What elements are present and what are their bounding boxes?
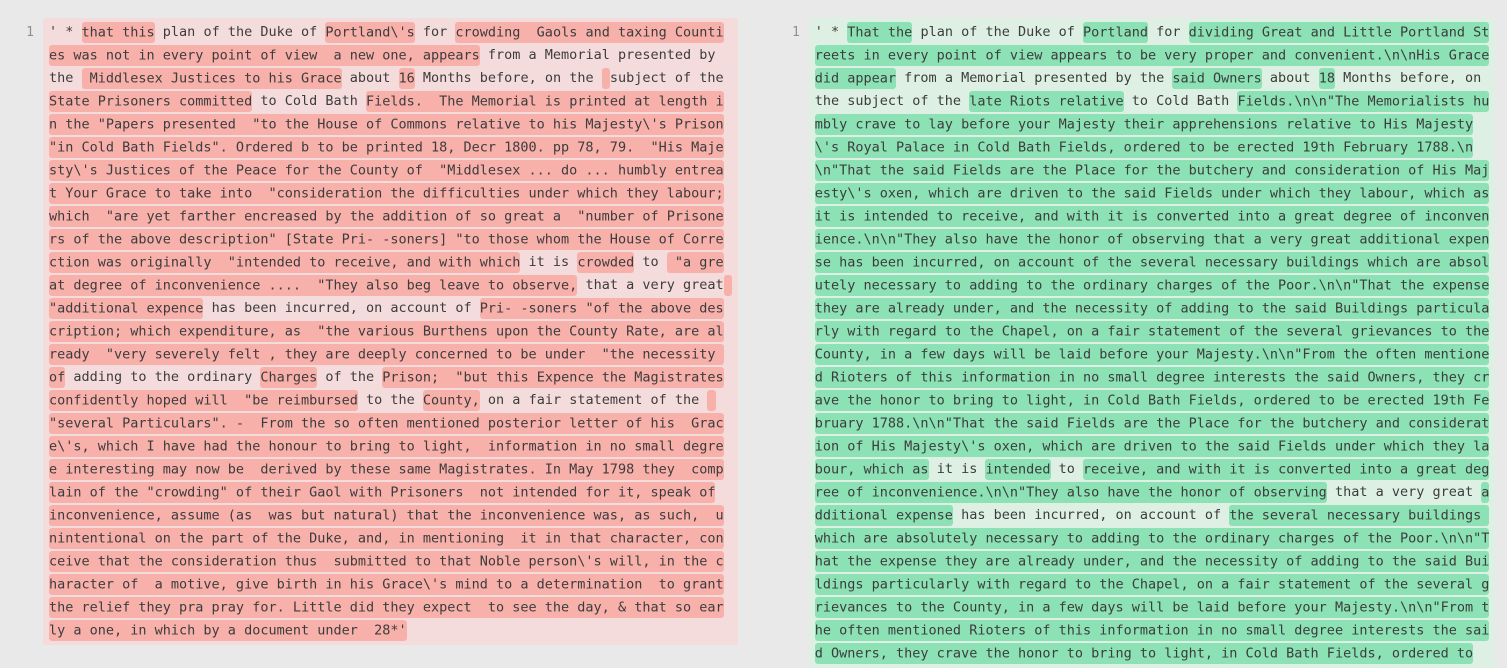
highlighted-segment: es was not in every point of view a new one, appears: [49, 45, 480, 66]
diff-pane-additions: [778, 18, 1496, 668]
diff-line: [815, 389, 1490, 412]
diff-line: [815, 90, 1490, 113]
diff-line: [49, 90, 732, 113]
diff-line: [815, 21, 1490, 44]
deleted-text-block: [43, 18, 738, 645]
text-segment: ' *: [49, 24, 82, 40]
diff-line: [815, 412, 1490, 435]
diff-line: [49, 527, 732, 550]
text-segment: on a fair statement of the: [479, 392, 708, 408]
highlighted-segment: ave the honor to bring to light, in Cold Bath Fields, ordered to be erected 19th Fe: [815, 390, 1490, 411]
text-segment: it is: [520, 254, 578, 270]
text-segment: to: [634, 254, 667, 270]
highlighted-segment: he often mentioned Rioters of this information in no small degree interests the sai: [815, 620, 1490, 641]
highlighted-segment: at degree of inconvenience .... "They also beg leave to observe,: [49, 275, 577, 296]
highlighted-segment: that this: [82, 22, 155, 43]
diff-line: [49, 343, 732, 366]
diff-line: [49, 366, 732, 389]
text-segment: has been incurred, on account of: [203, 300, 480, 316]
text-segment: to: [1050, 461, 1084, 477]
highlighted-segment: Charges: [260, 367, 317, 388]
diff-line: [49, 21, 732, 44]
text-segment: it is: [928, 461, 986, 477]
diff-line: [815, 343, 1490, 366]
added-text-block: [809, 18, 1496, 668]
highlighted-segment: se has been incurred, on account of the several necessary buildings which are absol: [815, 252, 1490, 273]
diff-line: [49, 320, 732, 343]
highlighted-segment: That the: [847, 22, 912, 43]
text-segment: from a Memorial presented by: [479, 47, 716, 63]
highlighted-segment: reets in every point of view appears to be very proper and convenient.\n\nHis Grace: [815, 45, 1490, 66]
highlighted-segment: n the "Papers presented "to the House of Commons relative to his Majesty\'s Prison: [49, 114, 724, 135]
highlighted-segment: \'s Royal Palace in Cold Bath Fields, ordered to be erected 19th February 1788.\n: [815, 137, 1473, 158]
text-segment: the subject of the: [814, 93, 970, 109]
diff-line: [49, 182, 732, 205]
text-segment: has been incurred, on account of: [952, 507, 1230, 523]
highlighted-segment: intended: [985, 459, 1050, 480]
highlighted-segment: e\'s, which I have had the honour to bring to light, information in no small degre: [49, 436, 724, 457]
text-segment: that a very great: [1326, 484, 1482, 500]
highlighted-segment: crowding Gaols and taxing Counti: [455, 22, 723, 43]
highlighted-segment: they are already under, and the necessity of adding to the said Buildings particula: [815, 298, 1490, 319]
highlighted-segment: hat the expense they are already under, and the necessity of adding to the said Bui: [815, 551, 1490, 572]
diff-line: [815, 573, 1490, 596]
highlighted-segment: 16: [399, 68, 415, 89]
highlighted-segment: dividing Great and Little Portland St: [1189, 22, 1490, 43]
diff-line: [49, 44, 732, 67]
diff-line: [815, 550, 1490, 573]
text-segment: about: [1261, 70, 1319, 86]
highlighted-segment: e interesting may now be derived by these same Magistrates. In May 1798 they comp: [49, 459, 724, 480]
highlighted-segment: receive, and with it is converted into a great deg: [1083, 459, 1489, 480]
highlighted-segment: "additional expence: [49, 298, 203, 319]
highlighted-segment: Fields.\n\n"The Memorialists hu: [1237, 91, 1489, 112]
text-segment: for: [1148, 24, 1189, 40]
highlighted-segment: Fields. The Memorial is printed at length i: [366, 91, 724, 112]
diff-line: [49, 619, 732, 642]
diff-line: [49, 573, 732, 596]
text-segment: to Cold Bath: [1123, 93, 1238, 109]
diff-line: [49, 458, 732, 481]
highlighted-segment: which are absolutely necessary to adding to the ordinary charges of the Poor.\n\n"T: [815, 528, 1490, 549]
highlighted-segment: bruary 1788.\n\n"That the said Fields are the Place for the butchery and considerat: [815, 413, 1490, 434]
diff-line: [815, 481, 1490, 504]
diff-line: [49, 274, 732, 297]
diff-line: [49, 136, 732, 159]
diff-line: [815, 136, 1490, 159]
highlighted-segment: ldings particularly with regard to the Chapel, on a fair statement of the several g: [815, 574, 1490, 595]
highlighted-segment: haracter of a motive, give birth in his Grace\'s mind to a determination to grant: [49, 574, 724, 595]
diff-line: [815, 366, 1490, 389]
highlighted-segment: ree of inconvenience.\n\n"They also have the honor of observing: [815, 482, 1327, 503]
diff-line: [815, 274, 1490, 297]
highlighted-segment: rs of the above description" [State Pri- -soners] "to those whom the House of Corre: [49, 229, 724, 250]
diff-line: [49, 251, 732, 274]
highlighted-segment: ction was originally "intended to receive, and with which: [49, 252, 520, 273]
highlighted-segment: dditional expense: [815, 505, 953, 526]
diff-line: [815, 297, 1490, 320]
diff-line: [815, 458, 1490, 481]
diff-line: [815, 44, 1490, 67]
text-segment: about: [341, 70, 399, 86]
line-number: 1: [26, 25, 34, 40]
highlighted-segment: utely necessary to adding to the ordinary charges of the Poor.\n\n"That the expense: [815, 275, 1490, 296]
highlighted-segment: late Riots relative: [969, 91, 1123, 112]
diff-line: [815, 596, 1490, 619]
highlighted-segment: State Prisoners committed: [49, 91, 252, 112]
highlighted-segment: ience.\n\n"They also have the honor of observing that a very great additional expen: [815, 229, 1490, 250]
diff-line: [49, 297, 732, 320]
highlighted-segment: County,: [423, 390, 480, 411]
text-segment: adding to the ordinary: [65, 369, 261, 385]
text-segment: plan of the Duke of: [154, 24, 326, 40]
diff-pane-deletions: [12, 18, 738, 645]
highlighted-segment: sty\'s Justices of the Peace for the County of "Middlesex ... do ... humbly entrea: [49, 160, 724, 181]
highlighted-segment: ion of His Majesty\'s oxen, which are driven to the said Fields under which they la: [815, 436, 1490, 457]
diff-line: [815, 251, 1490, 274]
highlighted-segment: nintentional on the part of the Duke, and, in mentioning it in that character, con: [49, 528, 724, 549]
highlighted-segment: ceive that the consideration thus submitted to that Noble person\'s will, in the c: [49, 551, 724, 572]
text-segment: the: [49, 70, 82, 86]
diff-line: [49, 550, 732, 573]
line-number-gutter-left: [12, 18, 34, 645]
highlighted-segment: Pri- -soners "of the above des: [480, 298, 724, 319]
diff-line: [815, 113, 1490, 136]
highlighted-segment: \n"That the said Fields are the Place for the butchery and consideration of His Maj: [815, 160, 1490, 181]
highlighted-segment: ly a one, in which by a document under 28*': [49, 620, 407, 641]
highlighted-segment: esty\'s oxen, which are driven to the said Fields under which they labour, which as: [815, 183, 1490, 204]
highlighted-segment: did appear: [815, 68, 896, 89]
diff-line: [815, 642, 1490, 665]
highlighted-segment: "in Cold Bath Fields". Ordered b to be printed 18, Decr 1800. pp 78, 79. "His Maje: [49, 137, 724, 158]
diff-line: [49, 228, 732, 251]
text-segment: that a very great: [577, 277, 724, 293]
diff-line: [49, 435, 732, 458]
highlighted-segment: inconvenience, assume (as was but natural) that the inconvenience was, as such, u: [49, 505, 724, 526]
highlighted-segment: t Your Grace to take into "consideration the difficulties under which they labour;: [49, 183, 724, 204]
highlighted-segment: [602, 68, 610, 89]
highlighted-segment: cription; which expenditure, as "the various Burthens upon the County Rate, are al: [49, 321, 724, 342]
text-segment: subject of the: [609, 70, 724, 86]
highlighted-segment: [724, 275, 732, 296]
highlighted-segment: it is intended to receive, and with it is converted into a great degree of inconven: [815, 206, 1490, 227]
highlighted-segment: of: [49, 367, 65, 388]
text-segment: Months before, on: [1334, 70, 1482, 86]
diff-line: [49, 205, 732, 228]
highlighted-segment: "several Particulars". - From the so often mentioned posterior letter of his Grac: [49, 413, 724, 434]
highlighted-segment: Middlesex Justices to his Grace: [82, 68, 342, 89]
diff-line: [49, 504, 732, 527]
highlighted-segment: [707, 390, 715, 411]
highlighted-segment: the several necessary buildings: [1229, 505, 1489, 526]
diff-line: [815, 619, 1490, 642]
highlighted-segment: County, in a few days will be laid before your Majesty.\n\n"From the often mentione: [815, 344, 1490, 365]
highlighted-segment: confidently hoped will "be reimbursed: [49, 390, 358, 411]
highlighted-segment: said Owners: [1172, 68, 1261, 89]
diff-line: [815, 320, 1490, 343]
diff-line: [49, 159, 732, 182]
text-segment: from a Memorial presented by the: [896, 70, 1173, 86]
highlighted-segment: bour, which as: [815, 459, 929, 480]
diff-line: [815, 205, 1490, 228]
diff-line: [815, 182, 1490, 205]
highlighted-segment: d Rioters of this information in no small degree interests the said Owners, they cr: [815, 367, 1490, 388]
diff-line: [815, 228, 1490, 251]
highlighted-segment: Portland\'s: [325, 22, 414, 43]
highlighted-segment: 18: [1319, 68, 1335, 89]
diff-line: [815, 159, 1490, 182]
text-segment: plan of the Duke of: [912, 24, 1083, 40]
diff-line: [49, 412, 732, 435]
line-number-gutter-right: [778, 18, 800, 668]
highlighted-segment: crowded: [577, 252, 634, 273]
highlighted-segment: ready "very severely felt , they are deeply concerned to be under "the necessity: [49, 344, 724, 365]
highlighted-segment: mbly crave to lay before your Majesty their apprehensions relative to His Majesty: [815, 114, 1473, 135]
highlighted-segment: lain of the "crowding" of their Gaol with Prisoners not intended for it, speak of: [49, 482, 715, 503]
diff-line: [815, 67, 1490, 90]
highlighted-segment: rievances to the County, in a few days will be laid before your Majesty.\n\n"From t: [815, 597, 1490, 618]
highlighted-segment: Prison; "but this Expence the Magistrates: [382, 367, 723, 388]
diff-line: [49, 596, 732, 619]
diff-line: [815, 527, 1490, 550]
line-number: 1: [791, 25, 800, 40]
diff-line: [815, 435, 1490, 458]
diff-line: [49, 67, 732, 90]
highlighted-segment: which "are yet farther encreased by the addition of so great a "number of Prisone: [49, 206, 724, 227]
diff-line: [49, 389, 732, 412]
text-segment: of the: [317, 369, 383, 385]
diff-line: [815, 504, 1490, 527]
text-segment: to the: [357, 392, 423, 408]
text-segment: Months before, on the: [414, 70, 602, 86]
highlighted-segment: d Owners, they crave the honor to bring to light, in Cold Bath Fields, ordered to: [815, 643, 1473, 664]
text-segment: for: [414, 24, 456, 40]
highlighted-segment: "a gre: [667, 252, 724, 273]
highlighted-segment: the relief they pra pray for. Little did they expect to see the day, & that so ear: [49, 597, 724, 618]
highlighted-segment: Portland: [1083, 22, 1148, 43]
highlighted-segment: a: [1481, 482, 1489, 503]
text-segment: to Cold Bath: [252, 93, 366, 109]
diff-line: [49, 113, 732, 136]
diff-line: [49, 481, 732, 504]
text-segment: ' *: [814, 24, 848, 40]
highlighted-segment: rly with regard to the Chapel, on a fair statement of the several grievances to the: [815, 321, 1490, 342]
